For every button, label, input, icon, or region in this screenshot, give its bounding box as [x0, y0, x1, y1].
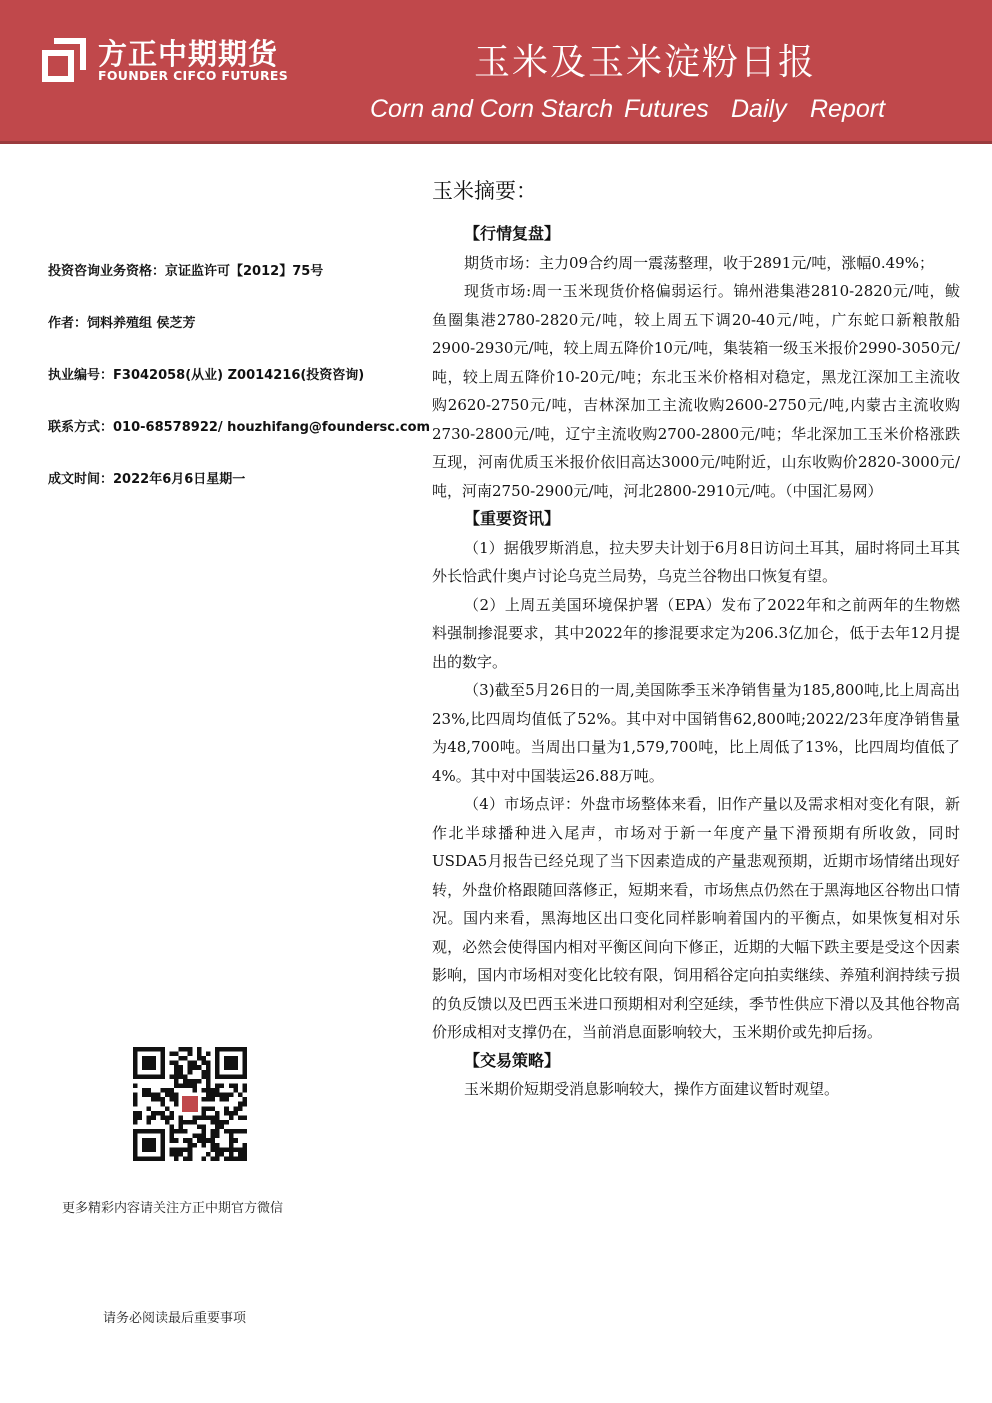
license-row — [48, 366, 428, 418]
author-label: 作者： — [48, 316, 88, 331]
strategy-paragraph: 玉米期价短期受消息影响较大，操作方面建议暂时观望。 — [464, 1080, 840, 1098]
disclaimer-note: 请务必阅读最后重要事项 — [103, 1311, 247, 1326]
market-review-heading: 【行情复盘】 — [464, 224, 561, 243]
report-header — [0, 0, 992, 141]
qualification-value: 京证监许可【2012】75号 — [165, 264, 324, 279]
license-value: F3042058(从业) Z0014216(投资咨询) — [113, 368, 365, 383]
founder-logo-icon — [40, 36, 88, 84]
news-item: （4）市场点评：外盘市场整体来看，旧作产量以及需求相对变化有限，新作北半球播种进入尾声，市场对于新一年度产量下滑预期有所收敛，同时USDA5月报告已经兑现了当下因素造成的产量悲观预期，近期市场情绪出现好转，外盘价格跟随回落修正，短期来看，市场焦点仍然在于黑海地区谷物出口情况。国内来看，黑海地区出口变化同样影响着国内的平衡点，如果恢复相对乐观，必然会使得国内相对平衡区间向下修正，近期的大幅下跌主要是受这个因素影响，国内市场相对变化比较有限，饲用稻谷定向拍卖继续、养殖利润持续亏损的负反馈以及巴西玉米进口预期相对利空延续，季节性供应下滑以及其他谷物高价形成相对支撑仍在，当前消息面影响较大，玉米期价或先抑后扬。 — [432, 795, 960, 1041]
title-en-word: Report — [810, 95, 886, 123]
company-name-cn: 方正中期期货 — [98, 37, 279, 71]
header-divider — [0, 141, 992, 144]
date-value: 2022年6月6日星期一 — [113, 472, 246, 487]
contact-label: 联系方式： — [48, 420, 114, 435]
qr-caption: 更多精彩内容请关注方正中期官方微信 — [62, 1201, 284, 1216]
contact-row — [48, 418, 431, 470]
title-en-word: Corn and Corn Starch — [370, 95, 614, 123]
news-heading: 【重要资讯】 — [464, 509, 561, 528]
report-title-en — [370, 95, 885, 124]
qualification-row — [48, 262, 428, 314]
wechat-qr-code-icon — [133, 1047, 247, 1161]
news-item: （3)截至5月26日的一周,美国陈季玉米净销售量为185,800吨,比上周高出23%,比四周均值低了52%。其中对中国销售62,800吨;2022/23年度净销售量为48,700吨。当周出口量为1,579,700吨，比上周低了13%，比四周均值低了4%。其中对中国装运26.88万吨。 — [432, 681, 960, 785]
contact-value: 010-68578922/ houzhifang@foundersc.com — [113, 420, 431, 435]
author-row — [48, 314, 428, 366]
author-info — [48, 262, 431, 522]
title-en-word: Futures — [624, 95, 709, 123]
license-label: 执业编号： — [48, 368, 114, 383]
strategy-heading: 【交易策略】 — [464, 1050, 561, 1070]
author-value: 饲料养殖组 侯芝芳 — [87, 316, 196, 331]
date-row — [48, 470, 428, 522]
report-body — [432, 176, 960, 1104]
news-item: （1）据俄罗斯消息，拉夫罗夫计划于6月8日访问土耳其，届时将同土耳其外长恰武什奥卢讨论乌克兰局势，乌克兰谷物出口恢复有望。 — [432, 538, 960, 585]
report-title-cn: 玉米及玉米淀粉日报 — [474, 42, 817, 83]
company-name-en: FOUNDER CIFCO FUTURES — [98, 68, 289, 83]
futures-paragraph: 期货市场：主力09合约周一震荡整理，收于2891元/吨，涨幅0.49%； — [464, 253, 934, 272]
summary-title: 玉米摘要： — [432, 179, 537, 203]
date-label: 成文时间： — [48, 472, 114, 487]
news-item: （2）上周五美国环境保护署（EPA）发布了2022年和之前两年的生物燃料强制掺混要求，其中2022年的掺混要求定为206.3亿加仑，低于去年12月提出的数字。 — [432, 595, 960, 671]
spot-paragraph: 现货市场:周一玉米现货价格偏弱运行。锦州港集港2810-2820元/吨，鲅鱼圈集港2780-2820元/吨，较上周五下调20-40元/吨，广东蛇口新粮散船2900-2930元/吨，较上周五降价10元/吨，集装箱一级玉米报价2990-3050元/吨，较上周五降价10-20元/吨；东北玉米价格相对稳定，黑龙江深加工主流收购2620-2750元/吨，吉林深加工主流收购2600-2750元/吨,内蒙古主流收购2730-2800元/吨，辽宁主流收购2700-2800元/吨；华北深加工玉米价格涨跌互现，河南优质玉米报价依旧高达3000元/吨附近，山东收购价2820-3000元/吨，河南2750-2900元/吨，河北2800-2910元/吨。（中国汇易网） — [432, 282, 960, 500]
qualification-label: 投资咨询业务资格： — [48, 264, 166, 279]
title-en-word: Daily — [731, 95, 787, 123]
